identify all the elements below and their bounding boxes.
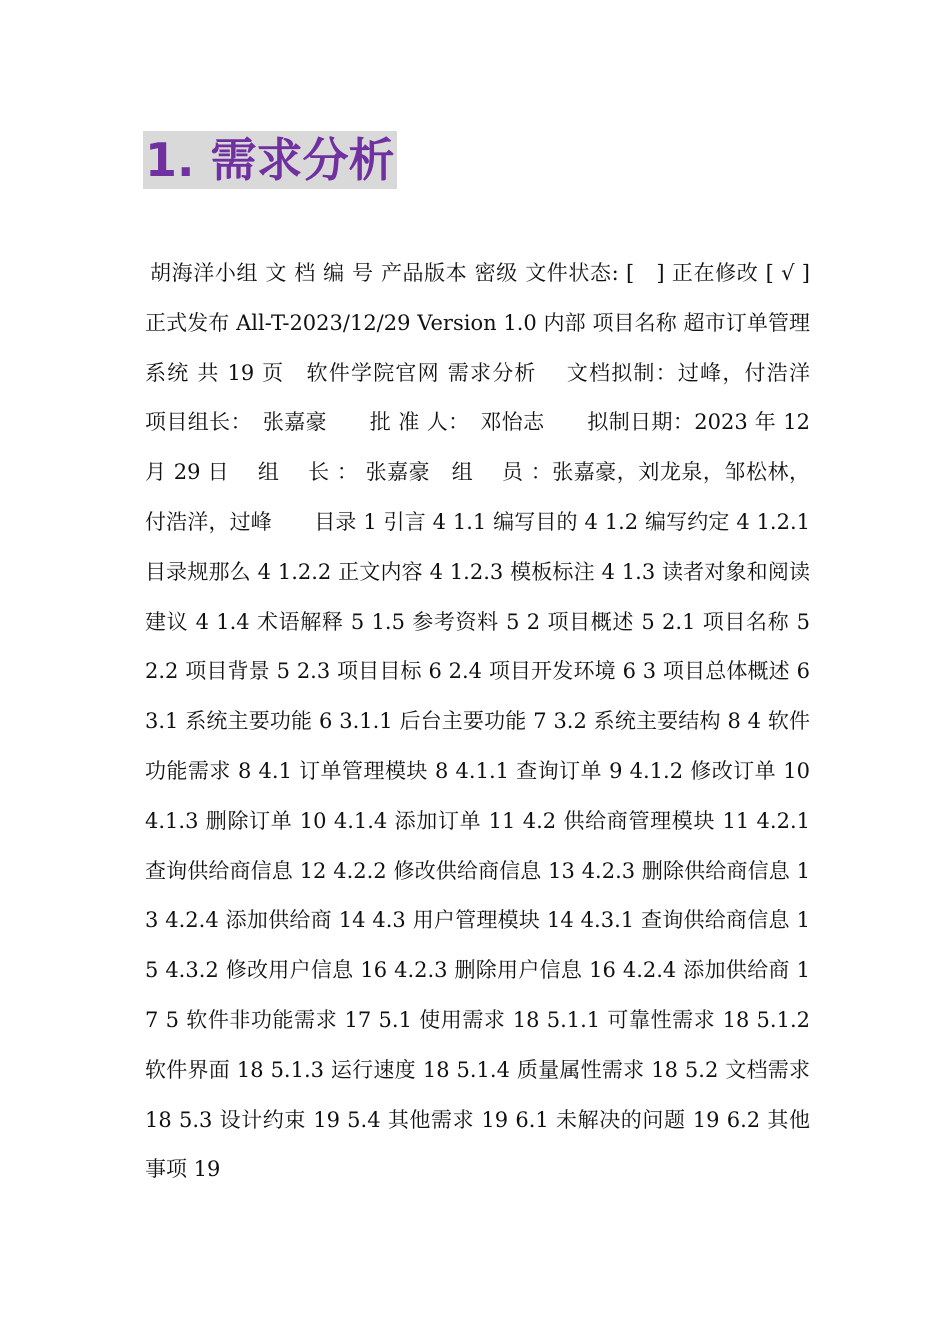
document-body [145,249,831,1195]
body-paragraph: 胡海洋小组 文 档 编 号 产品版本 密级 文件状态: [ ] 正在修改 [ √ ] 正式发布 All-T-2023/12/29 Version 1.0 内部 项目名称 超市订单管理系统 共 19 页 软件学院官网 需求分析 文档拟制：过峰，付浩洋 项目组长： 张嘉豪 批 准 人： 邓怡志 拟制日期：2023 年 12 月 29 日 组 长 ： 张嘉豪 组 员 ：张嘉豪，刘龙泉，邹松林，付浩洋，过峰 目录 1 引言 4 1.1 编写目的 4 1.2 编写约定 4 1.2.1 目录规那么 4 1.2.2 正文内容 4 1.2.3 模板标注 4 1.3 读者对象和阅读建议 4 1.4 术语解释 5 1.5 参考资料 5 2 项目概述 5 2.1 项目名称 5 2.2 项目背景 5 2.3 项目目标 6 2.4 项目开发环境 6 3 项目总体概述 6 3.1 系统主要功能 6 3.1.1 后台主要功能 7 3.2 系统主要结构 8 4 软件功能需求 8 4.1 订单管理模块 8 4.1.1 查询订单 9 4.1.2 修改订单 10 4.1.3 删除订单 10 4.1.4 添加订单 11 4.2 供给商管理模块 11 4.2.1 查询供给商信息 12 4.2.2 修改供给商信息 13 4.2.3 删除供给商信息 13 4.2.4 添加供给商 14 4.3 用户管理模块 14 4.3.1 查询供给商信息 15 4.3.2 修改用户信息 16 4.2.3 删除用户信息 16 4.2.4 添加供给商 17 5 软件非功能需求 17 5.1 使用需求 18 5.1.1 可靠性需求 18 5.1.2 软件界面 18 5.1.3 运行速度 18 5.1.4 质量属性需求 18 5.2 文档需求 18 5.3 设计约束 19 5.4 其他需求 19 6.1 未解决的问题 19 6.2 其他事项 19 [145,261,831,1182]
section-heading: 1. 需求分析 [145,133,395,187]
